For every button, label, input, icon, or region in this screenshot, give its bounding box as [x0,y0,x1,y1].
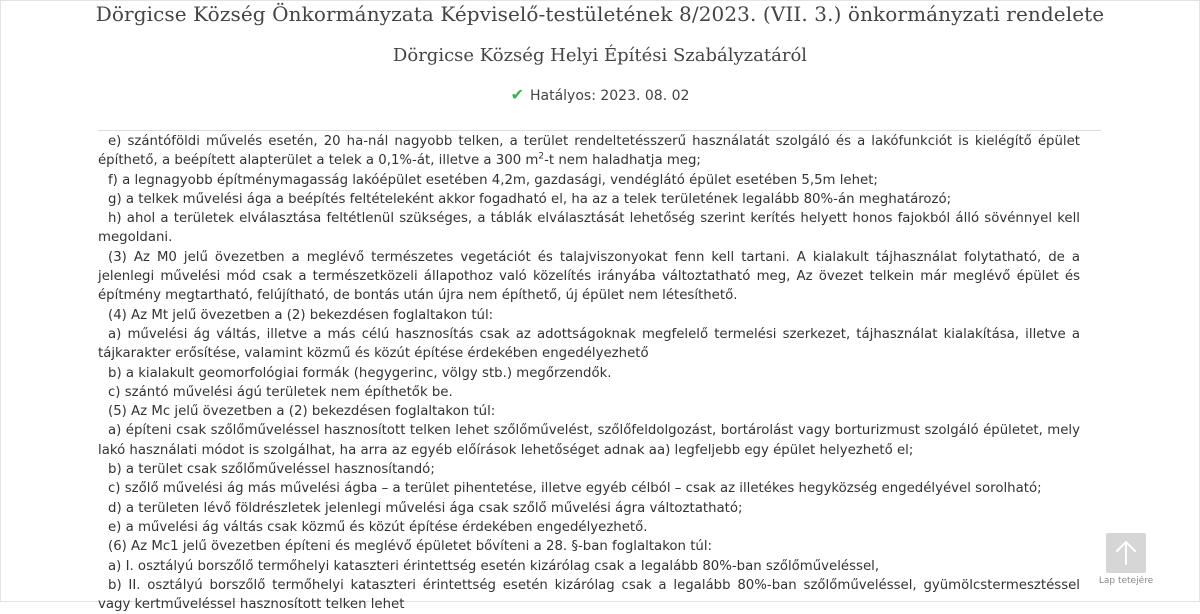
arrow-up-icon [1115,540,1137,566]
paragraph: (6) Az Mc1 jelű övezetben építeni és meglévő épületet bővíteni a 28. §-ban foglaltakon túl: [108,539,713,555]
paragraph: (3) Az M0 jelű övezetben a meglévő természetes vegetációt és talajviszonyokat fenn kell tartani. A kialakult tájhasználat folytatható, de a jelenlegi művelési mód csak a természetközeli állapothoz való közelítés irányába változtatható meg, Az övezet telkein már meglévő épület és építmény megtartható, felújítható, de bontás után újra nem építhető, új épület nem létesíthető. [98,249,1080,304]
paragraph: c) szántó művelési ágú területek nem építhetők be. [108,384,453,400]
regulation-text [98,132,1080,614]
paragraph: a) I. osztályú borszőlő termőhelyi kataszteri érintettség esetén kizárólag csak a legalább 80%-ban szőlőműveléssel, [108,558,880,574]
paragraph: f) a legnagyobb építménymagasság lakóépület esetében 4,2m, gazdasági, vendéglátó épület esetében 5,5m lehet; [108,172,878,188]
paragraph: b) a kialakult geomorfológiai formák (hegygerinc, völgy stb.) megőrzendők. [108,365,612,381]
paragraph: e) szántóföldi művelés esetén, 20 ha-nál nagyobb telken, a terület rendeltetésszerű használatát szolgáló és a lakófunkciót is kielégítő épület építhető, a beépített alapterület a telek a 0,1%-át, illetve a 300 $m^2-t$ nem haladhatja meg; [98,134,1080,169]
paragraph: b) II. osztályú borszőlő termőhelyi kataszteri érintettség esetén kizárólag csak a legalább 80%-ban szőlőműveléssel, gyümölcstermesztéssel vagy kertműveléssel hasznosított telken lehet [98,577,1080,613]
scroll-to-top-label[interactable]: Lap tetejére [1098,576,1154,586]
divider [98,130,1101,131]
page-subtitle: Dörgicse Község Helyi Építési Szabályzatáról [392,45,808,66]
paragraph: h) ahol a területek elválasztása feltétlenül szükséges, a táblák elválasztását lehetőség szerint kerítés helyett honos fajokból álló sövénnyel kell megoldani. [98,211,1080,246]
effective-date [0,85,1200,104]
paragraph: (5) Az Mc jelű övezetben a (2) bekezdésen foglaltakon túl: [108,404,496,420]
paragraph: a) építeni csak szőlőműveléssel hasznosított telken lehet szőlőművelést, szőlőfeldolgozást, bortárolást vagy borturizmust szolgáló épületet, mely lakó használati módot is szolgálhat, ha arra az egyéb előírások lehetőséget adnak aa) legfeljebb egy épület helyezhető el; [98,423,1080,458]
paragraph: (4) Az Mt jelű övezetben a (2) bekezdésen foglaltakon túl: [108,307,494,323]
paragraph: e) a művelési ág váltás csak közmű és közút építése érdekében engedélyezhető. [108,519,648,535]
page-title: Dörgicse Község Önkormányzata Képviselő-testületének 8/2023. (VII. 3.) önkormányzati rendelete [95,2,1105,26]
scroll-to-top-button[interactable] [1106,533,1146,573]
paragraph: c) szőlő művelési ág más művelési ágba – a terület pihentetése, illetve egyéb célból – csak az illetékes hegyközség engedélyével sorolható; [108,481,1042,497]
check-icon: ✔ [510,85,524,104]
paragraph: g) a telkek művelési ága a beépítés feltételeként akkor fogadható el, ha az a telek területének legalább 80%-án meghatározó; [108,191,952,207]
paragraph: d) a területen lévő földrészletek jelenlegi művelési ága csak szőlő művelési ágra változtatható; [108,500,743,516]
effective-date-label: Hatályos: 2023. 08. 02 [529,88,690,104]
paragraph: b) a terület csak szőlőműveléssel hasznosítandó; [108,462,435,478]
paragraph: a) művelési ág váltás, illetve a más célú hasznosítás csak az adottságoknak megfelelő termelési szerkezet, tájhasználat kialakítása, illetve a tájkarakter erősítése, valamint közmű és közút építése érdekében engedélyezhető [98,326,1080,362]
